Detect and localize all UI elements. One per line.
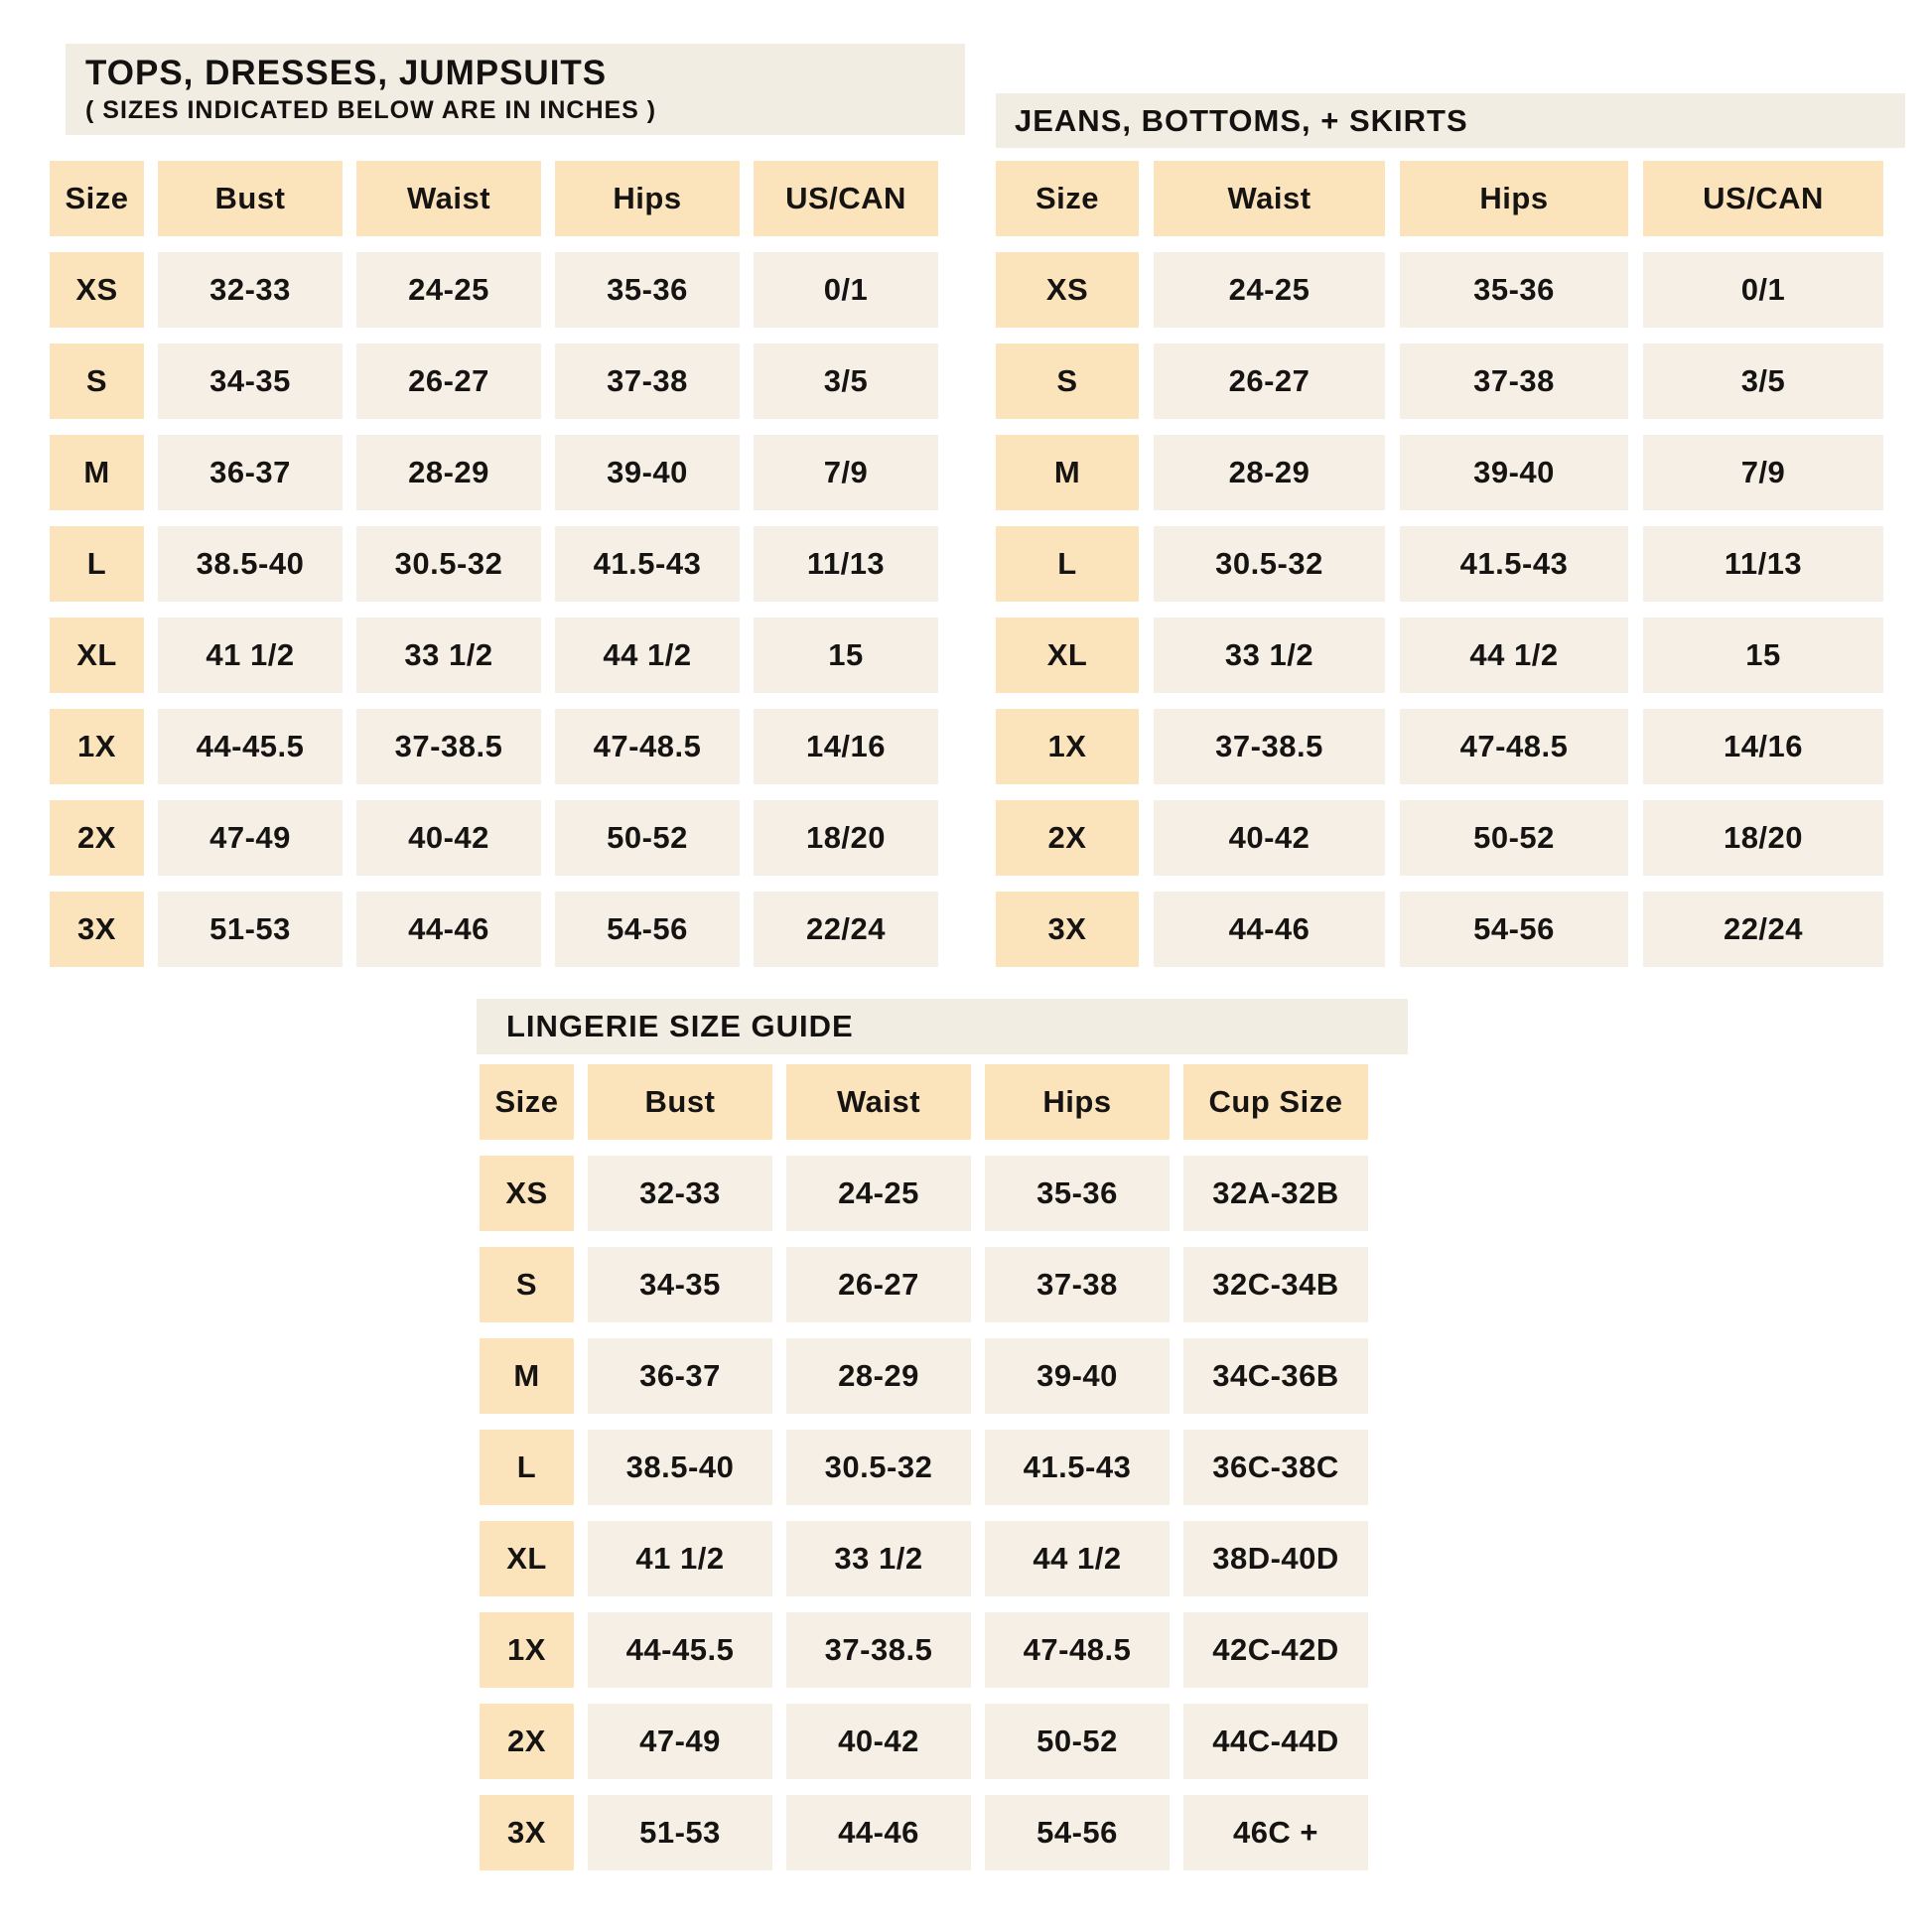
lingerie-size-cell: L bbox=[480, 1430, 574, 1505]
lingerie-size-cell: 2X bbox=[480, 1704, 574, 1779]
tops-size-cell: XL bbox=[50, 618, 144, 693]
jeans-data-cell: 35-36 bbox=[1400, 252, 1628, 328]
jeans-size-cell: L bbox=[996, 526, 1139, 602]
tops-header-bust: Bust bbox=[158, 161, 343, 236]
tops-data-cell: 22/24 bbox=[754, 892, 938, 967]
tops-data-cell: 51-53 bbox=[158, 892, 343, 967]
jeans-data-cell: 26-27 bbox=[1154, 344, 1385, 419]
tops-data-cell: 44 1/2 bbox=[555, 618, 740, 693]
jeans-data-cell: 30.5-32 bbox=[1154, 526, 1385, 602]
tops-size-cell: 1X bbox=[50, 709, 144, 784]
tops-data-cell: 15 bbox=[754, 618, 938, 693]
jeans-size-cell: XL bbox=[996, 618, 1139, 693]
lingerie-data-cell: 33 1/2 bbox=[786, 1521, 971, 1596]
lingerie-data-cell: 36C-38C bbox=[1183, 1430, 1368, 1505]
tops-size-cell: XS bbox=[50, 252, 144, 328]
lingerie-data-cell: 38.5-40 bbox=[588, 1430, 772, 1505]
lingerie-data-cell: 44-45.5 bbox=[588, 1612, 772, 1688]
jeans-data-cell: 50-52 bbox=[1400, 800, 1628, 876]
lingerie-data-cell: 34-35 bbox=[588, 1247, 772, 1322]
tops-header-uscan: US/CAN bbox=[754, 161, 938, 236]
lingerie-size-cell: S bbox=[480, 1247, 574, 1322]
jeans-size-cell: 3X bbox=[996, 892, 1139, 967]
lingerie-data-cell: 44-46 bbox=[786, 1795, 971, 1870]
tops-data-cell: 18/20 bbox=[754, 800, 938, 876]
lingerie-data-cell: 51-53 bbox=[588, 1795, 772, 1870]
jeans-size-cell: XS bbox=[996, 252, 1139, 328]
lingerie-data-cell: 47-49 bbox=[588, 1704, 772, 1779]
lingerie-data-cell: 44 1/2 bbox=[985, 1521, 1170, 1596]
lingerie-data-cell: 41.5-43 bbox=[985, 1430, 1170, 1505]
tops-data-cell: 37-38 bbox=[555, 344, 740, 419]
jeans-data-cell: 7/9 bbox=[1643, 435, 1883, 510]
tops-title: TOPS, DRESSES, JUMPSUITS bbox=[85, 54, 608, 92]
tops-data-cell: 14/16 bbox=[754, 709, 938, 784]
lingerie-data-cell: 42C-42D bbox=[1183, 1612, 1368, 1688]
jeans-data-cell: 41.5-43 bbox=[1400, 526, 1628, 602]
lingerie-table bbox=[480, 1064, 1368, 1870]
jeans-size-cell: M bbox=[996, 435, 1139, 510]
lingerie-size-cell: 1X bbox=[480, 1612, 574, 1688]
lingerie-data-cell: 28-29 bbox=[786, 1338, 971, 1414]
lingerie-data-cell: 46C + bbox=[1183, 1795, 1368, 1870]
tops-data-cell: 11/13 bbox=[754, 526, 938, 602]
tops-size-cell: M bbox=[50, 435, 144, 510]
jeans-data-cell: 18/20 bbox=[1643, 800, 1883, 876]
jeans-size-cell: 2X bbox=[996, 800, 1139, 876]
lingerie-header-cup: Cup Size bbox=[1183, 1064, 1368, 1140]
lingerie-data-cell: 32-33 bbox=[588, 1156, 772, 1231]
tops-data-cell: 38.5-40 bbox=[158, 526, 343, 602]
tops-size-cell: S bbox=[50, 344, 144, 419]
tops-data-cell: 34-35 bbox=[158, 344, 343, 419]
tops-data-cell: 3/5 bbox=[754, 344, 938, 419]
tops-data-cell: 47-49 bbox=[158, 800, 343, 876]
jeans-data-cell: 3/5 bbox=[1643, 344, 1883, 419]
jeans-header-waist: Waist bbox=[1154, 161, 1385, 236]
jeans-data-cell: 33 1/2 bbox=[1154, 618, 1385, 693]
tops-data-cell: 39-40 bbox=[555, 435, 740, 510]
lingerie-title: LINGERIE SIZE GUIDE bbox=[506, 1009, 854, 1043]
jeans-data-cell: 47-48.5 bbox=[1400, 709, 1628, 784]
tops-data-cell: 54-56 bbox=[555, 892, 740, 967]
lingerie-data-cell: 44C-44D bbox=[1183, 1704, 1368, 1779]
lingerie-data-cell: 54-56 bbox=[985, 1795, 1170, 1870]
lingerie-data-cell: 34C-36B bbox=[1183, 1338, 1368, 1414]
tops-data-cell: 44-45.5 bbox=[158, 709, 343, 784]
jeans-data-cell: 24-25 bbox=[1154, 252, 1385, 328]
tops-table bbox=[50, 161, 938, 967]
jeans-table bbox=[996, 161, 1883, 967]
lingerie-data-cell: 39-40 bbox=[985, 1338, 1170, 1414]
lingerie-data-cell: 24-25 bbox=[786, 1156, 971, 1231]
tops-data-cell: 28-29 bbox=[356, 435, 541, 510]
lingerie-size-cell: XL bbox=[480, 1521, 574, 1596]
tops-data-cell: 35-36 bbox=[555, 252, 740, 328]
lingerie-header-waist: Waist bbox=[786, 1064, 971, 1140]
tops-data-cell: 47-48.5 bbox=[555, 709, 740, 784]
lingerie-data-cell: 50-52 bbox=[985, 1704, 1170, 1779]
tops-title-banner bbox=[66, 44, 965, 135]
jeans-data-cell: 0/1 bbox=[1643, 252, 1883, 328]
lingerie-data-cell: 41 1/2 bbox=[588, 1521, 772, 1596]
jeans-header-uscan: US/CAN bbox=[1643, 161, 1883, 236]
tops-data-cell: 33 1/2 bbox=[356, 618, 541, 693]
jeans-header-hips: Hips bbox=[1400, 161, 1628, 236]
tops-data-cell: 30.5-32 bbox=[356, 526, 541, 602]
jeans-data-cell: 15 bbox=[1643, 618, 1883, 693]
jeans-data-cell: 28-29 bbox=[1154, 435, 1385, 510]
tops-data-cell: 26-27 bbox=[356, 344, 541, 419]
tops-header-size: Size bbox=[50, 161, 144, 236]
lingerie-data-cell: 36-37 bbox=[588, 1338, 772, 1414]
lingerie-data-cell: 38D-40D bbox=[1183, 1521, 1368, 1596]
lingerie-data-cell: 30.5-32 bbox=[786, 1430, 971, 1505]
jeans-data-cell: 40-42 bbox=[1154, 800, 1385, 876]
lingerie-data-cell: 37-38.5 bbox=[786, 1612, 971, 1688]
lingerie-size-cell: XS bbox=[480, 1156, 574, 1231]
tops-data-cell: 41 1/2 bbox=[158, 618, 343, 693]
lingerie-data-cell: 47-48.5 bbox=[985, 1612, 1170, 1688]
tops-data-cell: 36-37 bbox=[158, 435, 343, 510]
jeans-data-cell: 54-56 bbox=[1400, 892, 1628, 967]
lingerie-size-cell: 3X bbox=[480, 1795, 574, 1870]
tops-size-cell: 2X bbox=[50, 800, 144, 876]
tops-data-cell: 7/9 bbox=[754, 435, 938, 510]
tops-data-cell: 32-33 bbox=[158, 252, 343, 328]
jeans-title-banner bbox=[996, 93, 1905, 148]
lingerie-data-cell: 37-38 bbox=[985, 1247, 1170, 1322]
tops-header-hips: Hips bbox=[555, 161, 740, 236]
tops-size-cell: 3X bbox=[50, 892, 144, 967]
lingerie-data-cell: 26-27 bbox=[786, 1247, 971, 1322]
jeans-data-cell: 22/24 bbox=[1643, 892, 1883, 967]
jeans-data-cell: 14/16 bbox=[1643, 709, 1883, 784]
lingerie-data-cell: 32A-32B bbox=[1183, 1156, 1368, 1231]
lingerie-header-hips: Hips bbox=[985, 1064, 1170, 1140]
tops-data-cell: 50-52 bbox=[555, 800, 740, 876]
jeans-size-cell: S bbox=[996, 344, 1139, 419]
lingerie-data-cell: 40-42 bbox=[786, 1704, 971, 1779]
jeans-data-cell: 11/13 bbox=[1643, 526, 1883, 602]
jeans-header-size: Size bbox=[996, 161, 1139, 236]
tops-header-waist: Waist bbox=[356, 161, 541, 236]
tops-data-cell: 41.5-43 bbox=[555, 526, 740, 602]
tops-data-cell: 44-46 bbox=[356, 892, 541, 967]
jeans-data-cell: 44 1/2 bbox=[1400, 618, 1628, 693]
lingerie-header-bust: Bust bbox=[588, 1064, 772, 1140]
tops-data-cell: 24-25 bbox=[356, 252, 541, 328]
jeans-data-cell: 37-38.5 bbox=[1154, 709, 1385, 784]
jeans-title: JEANS, BOTTOMS, + SKIRTS bbox=[1015, 102, 1468, 138]
tops-data-cell: 37-38.5 bbox=[356, 709, 541, 784]
jeans-data-cell: 37-38 bbox=[1400, 344, 1628, 419]
tops-size-cell: L bbox=[50, 526, 144, 602]
jeans-data-cell: 44-46 bbox=[1154, 892, 1385, 967]
jeans-data-cell: 39-40 bbox=[1400, 435, 1628, 510]
lingerie-data-cell: 32C-34B bbox=[1183, 1247, 1368, 1322]
lingerie-size-cell: M bbox=[480, 1338, 574, 1414]
lingerie-data-cell: 35-36 bbox=[985, 1156, 1170, 1231]
lingerie-header-size: Size bbox=[480, 1064, 574, 1140]
tops-data-cell: 0/1 bbox=[754, 252, 938, 328]
tops-data-cell: 40-42 bbox=[356, 800, 541, 876]
jeans-size-cell: 1X bbox=[996, 709, 1139, 784]
lingerie-title-banner bbox=[477, 999, 1408, 1054]
tops-subtitle: ( SIZES INDICATED BELOW ARE IN INCHES ) bbox=[85, 96, 657, 124]
